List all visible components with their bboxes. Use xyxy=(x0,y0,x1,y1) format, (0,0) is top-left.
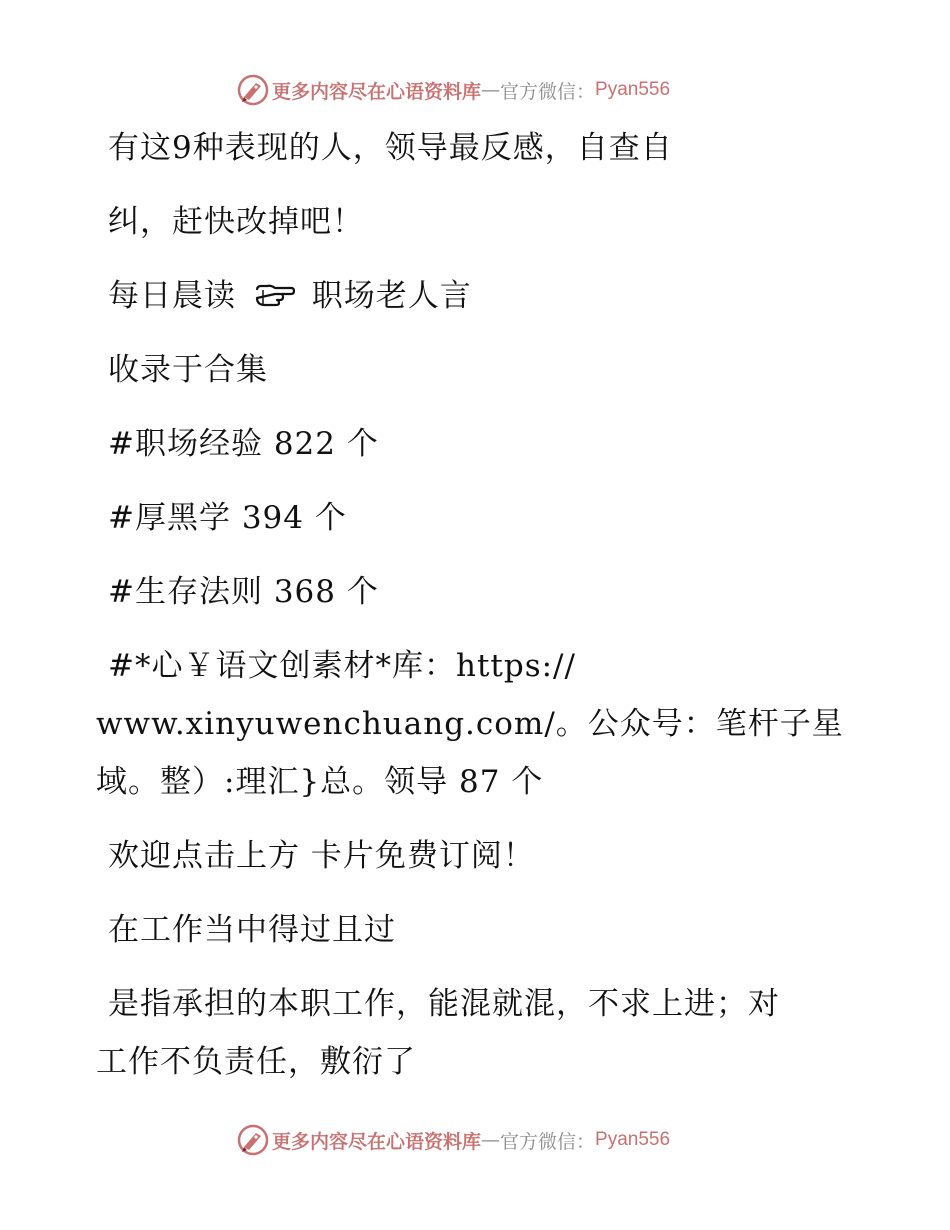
section-heading: 在工作当中得过且过 xyxy=(108,912,396,948)
header-brand-text: 更多内容尽在心语资料库 xyxy=(272,80,482,103)
column-prefix: 每日晨读 xyxy=(108,278,236,314)
column-name: 职场老人言 xyxy=(311,278,472,314)
header-wechat-id: Pyan556 xyxy=(595,79,671,100)
pen-nib-circle-icon xyxy=(236,1123,270,1157)
pen-nib-circle-icon xyxy=(236,73,270,107)
article-title-line-1: 有这9种表现的人，领导最反感，自查自 xyxy=(108,130,673,166)
body-line-2: 工作不负责任，敷衍了 xyxy=(96,1044,416,1080)
tag-survival-rules[interactable]: #生存法则 368 个 xyxy=(108,574,379,610)
tag-leader-line-3[interactable]: 域。整）:理汇}总。领导 87 个 xyxy=(96,764,544,800)
pointing-hand-icon xyxy=(253,281,295,309)
tag-workplace-experience[interactable]: #职场经验 822 个 xyxy=(108,426,379,462)
article-title-line-2: 纠，赶快改掉吧！ xyxy=(108,204,364,240)
tag-leader-line-1[interactable]: #*心￥语文创素材*库：https:// xyxy=(108,648,576,684)
column-line xyxy=(108,276,472,316)
footer-wechat-label: 官方微信： xyxy=(500,1130,596,1153)
header-dash: — xyxy=(481,79,501,101)
header-banner xyxy=(236,72,670,108)
subscribe-prompt: 欢迎点击上方 卡片免费订阅！ xyxy=(108,838,535,874)
tag-leader-line-2[interactable]: www.xinyuwenchuang.com/。公众号：笔杆子星 xyxy=(96,706,844,742)
footer-banner xyxy=(236,1122,670,1158)
footer-wechat-id: Pyan556 xyxy=(595,1129,671,1150)
footer-brand-text: 更多内容尽在心语资料库 xyxy=(272,1130,482,1153)
footer-dash: — xyxy=(481,1129,501,1151)
body-line-1: 是指承担的本职工作，能混就混，不求上进；对 xyxy=(108,986,780,1022)
tag-thick-black[interactable]: #厚黑学 394 个 xyxy=(108,500,347,536)
header-wechat-label: 官方微信： xyxy=(500,80,596,103)
collection-label: 收录于合集 xyxy=(108,352,268,388)
